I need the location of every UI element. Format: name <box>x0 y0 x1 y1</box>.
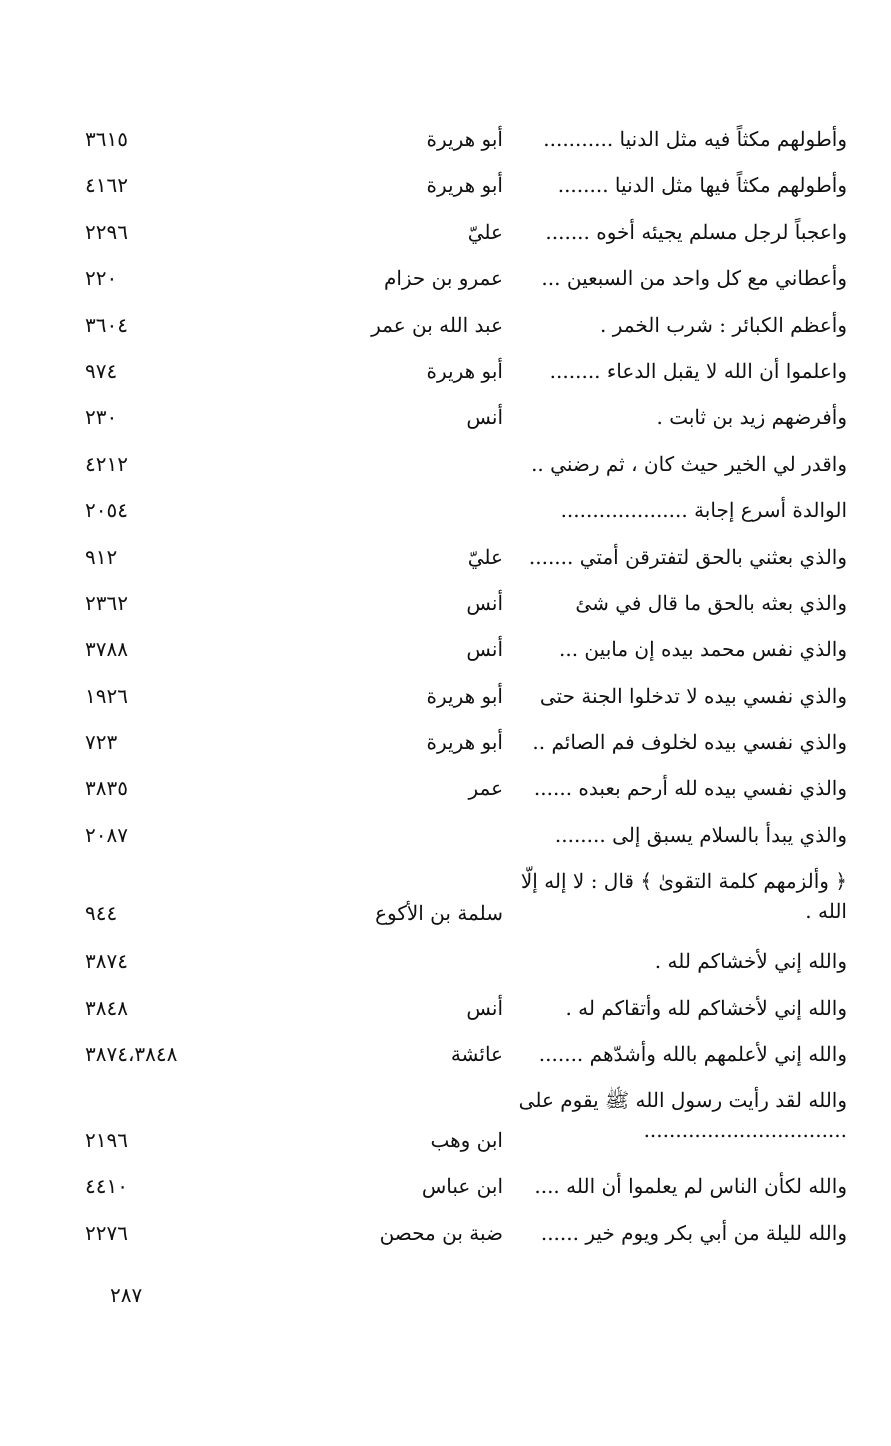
hadith-number: ٣٧٨٨ <box>85 637 128 662</box>
hadith-text: وأعظم الكبائر : شرب الخمر . <box>600 312 847 337</box>
index-entry-row <box>0 396 891 442</box>
hadith-number: ٩٤٤ <box>85 901 118 926</box>
hadith-text: والذي يبدأ بالسلام يسبق إلى ........ <box>554 822 847 847</box>
index-entries <box>0 118 891 1258</box>
narrator-name: أبو هريرة <box>426 730 503 755</box>
index-entry-row <box>0 1212 891 1258</box>
hadith-text: والله إني لأخشاكم لله وأتقاكم له . <box>565 995 847 1020</box>
narrator-name: أنس <box>466 637 503 662</box>
hadith-text: واقدر لي الخير حيث كان ، ثم رضني .. <box>531 451 847 476</box>
index-entry-row <box>0 1165 891 1211</box>
index-entry-row <box>0 350 891 396</box>
index-entry-row <box>0 987 891 1033</box>
hadith-text: والله لكأن الناس لم يعلموا أن الله .... <box>534 1174 847 1199</box>
index-entry-row <box>0 940 891 986</box>
hadith-number: ٢٢٩٦ <box>85 219 128 244</box>
narrator-name: عائشة <box>450 1042 503 1067</box>
index-entry-row <box>0 211 891 257</box>
hadith-text: والذي نفسي بيده لله أرحم بعبده ...... <box>533 776 847 801</box>
narrator-name: عبد الله بن عمر <box>371 312 503 337</box>
index-entry-row <box>0 1079 891 1165</box>
index-entry-row <box>0 860 891 940</box>
hadith-text: وأعطاني مع كل واحد من السبعين ... <box>541 266 847 291</box>
hadith-number: ٣٦١٥ <box>85 127 128 151</box>
index-entry-row <box>0 257 891 303</box>
hadith-text: واعجباً لرجل مسلم يجيئه أخوه ....... <box>545 219 847 244</box>
index-entry-row <box>0 628 891 674</box>
hadith-text: والذي نفسي بيده لا تدخلوا الجنة حتى <box>539 683 847 708</box>
hadith-text: والله لليلة من أبي بكر ويوم خير ...... <box>540 1220 847 1245</box>
hadith-number: ٤٢١٢ <box>85 451 128 476</box>
narrator-name: عمر <box>468 776 503 801</box>
hadith-number: ٢٢٧٦ <box>85 1220 128 1245</box>
index-entry-row <box>0 489 891 535</box>
narrator-name: عمرو بن حزام <box>383 266 503 291</box>
narrator-name: أنس <box>466 995 503 1020</box>
hadith-text: والله إني لأخشاكم لله . <box>654 949 847 974</box>
narrator-name: أبو هريرة <box>426 127 503 151</box>
narrator-name: أنس <box>466 405 503 430</box>
hadith-text: والذي نفسي بيده لخلوف فم الصائم .. <box>532 730 847 755</box>
hadith-number: ٣٨٧٤ <box>85 949 128 974</box>
index-entry-row <box>0 721 891 767</box>
index-entry-row <box>0 582 891 628</box>
hadith-number: ٩٧٤ <box>85 358 118 383</box>
hadith-number: ٢٢٠ <box>85 266 118 291</box>
narrator-name: أنس <box>466 590 503 615</box>
hadith-text: والذي نفس محمد بيده إن مابين ... <box>559 637 847 662</box>
hadith-number: ٢٠٥٤ <box>85 498 128 523</box>
narrator-name: أبو هريرة <box>426 173 503 198</box>
hadith-text: والذي بعثني بالحق لتفترقن أمتي ....... <box>528 544 847 569</box>
index-entry-row <box>0 118 891 164</box>
hadith-number: ٢٠٨٧ <box>85 822 128 847</box>
hadith-text: ﴿ وألزمهم كلمة التقوىٰ ﴾ قال : لا إله إلّا الله . <box>520 869 847 924</box>
hadith-text: والله إني لأعلمهم بالله وأشدّهم ....... <box>538 1042 847 1067</box>
narrator-name: عليّ <box>467 219 503 244</box>
hadith-number: ٤١٦٢ <box>85 173 128 198</box>
hadith-text: والله لقد رأيت رسول الله ﷺ يقوم على ................................ <box>518 1088 847 1143</box>
narrator-name: سلمة بن الأكوع <box>375 901 503 926</box>
hadith-number: ٣٦٠٤ <box>85 312 128 337</box>
index-entry-row <box>0 536 891 582</box>
index-entry-row <box>0 814 891 860</box>
narrator-name: عليّ <box>467 544 503 569</box>
hadith-text: وأطولهم مكثاً فيها مثل الدنيا ........ <box>557 173 847 198</box>
narrator-name: ابن وهب <box>430 1128 503 1153</box>
narrator-name: ابن عباس <box>421 1174 503 1199</box>
hadith-text: وأطولهم مكثاً فيه مثل الدنيا ........... <box>543 127 847 151</box>
hadith-text: واعلموا أن الله لا يقبل الدعاء ........ <box>549 358 847 383</box>
index-entry-row <box>0 304 891 350</box>
hadith-number: ٩١٢ <box>85 544 118 569</box>
hadith-number: ٢٣٠ <box>85 405 118 430</box>
hadith-number: ٣٨٤٨ <box>85 995 128 1020</box>
index-entry-row <box>0 1033 891 1079</box>
hadith-number: ٢٣٦٢ <box>85 590 128 615</box>
narrator-name: أبو هريرة <box>426 358 503 383</box>
hadith-text: وأفرضهم زيد بن ثابت . <box>656 405 847 430</box>
narrator-name: أبو هريرة <box>426 683 503 708</box>
hadith-number: ٣٨٧٤،٣٨٤٨ <box>85 1042 178 1067</box>
hadith-number: ٢١٩٦ <box>85 1128 128 1153</box>
hadith-text: والذي بعثه بالحق ما قال في شئ <box>575 590 847 615</box>
narrator-name: ضبة بن محصن <box>379 1220 503 1245</box>
page-number: ٢٨٧ <box>110 1283 143 1307</box>
hadith-number: ٧٢٣ <box>85 730 118 755</box>
hadith-number: ١٩٢٦ <box>85 683 128 708</box>
index-entry-row <box>0 675 891 721</box>
hadith-number: ٤٤١٠ <box>85 1174 128 1199</box>
index-entry-row <box>0 164 891 210</box>
hadith-text: الوالدة أسرع إجابة .................... <box>560 498 847 523</box>
index-entry-row <box>0 767 891 813</box>
index-entry-row <box>0 443 891 489</box>
hadith-number: ٣٨٣٥ <box>85 776 128 801</box>
